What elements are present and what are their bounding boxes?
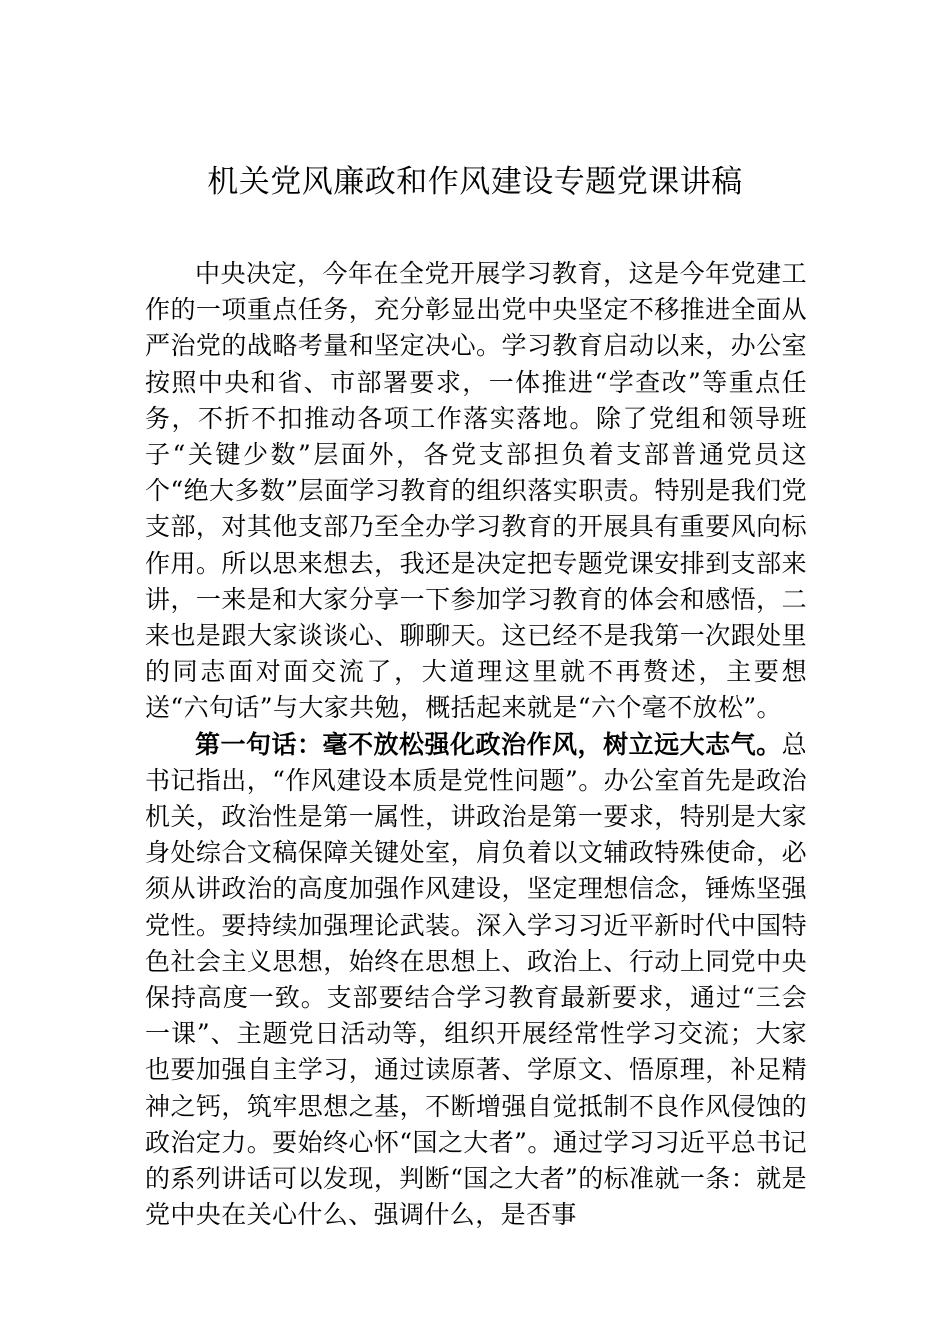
paragraph-first-point-heading: 第一句话：毫不放松强化政治作风，树立远大志气。 — [195, 729, 782, 759]
paragraph-intro — [145, 256, 807, 727]
document-title: 机关党风廉政和作风建设专题党课讲稿 — [207, 164, 743, 200]
paragraph-first-point-text: 总书记指出，“作风建设本质是党性问题”。办公室首先是政治机关，政治性是第一属性，讲政治是第一要求，特别是大家身处综合文稿保障关键处室，肩负着以文辅政特殊使命，必须从讲政治的高度加强作风建设，坚定理想信念，锤炼坚强党性。要持续加强理论武装。深入学习习近平新时代中国特色社会主义思想，始终在思想上、政治上、行动上同党中央保持高度一致。支部要结合学习教育最新要求，通过“三会一课”、主题党日活动等，组织开展经常性学习交流；大家也要加强自主学习，通过读原著、学原文、悟原理，补足精神之钙，筑牢思想之基，不断增强自觉抵制不良作风侵蚀的政治定力。要始终心怀“国之大者”。通过学习习近平总书记的系列讲话可以发现，判断“国之大者”的标准就一条：就是党中央在关心什么、强调什么，是否事 — [145, 729, 807, 1230]
paragraph-intro-text: 中央决定，今年在全党开展学习教育，这是今年党建工作的一项重点任务，充分彰显出党中央坚定不移推进全面从严治党的战略考量和坚定决心。学习教育启动以来，办公室按照中央和省、市部署要求，一体推进“学查改”等重点任务，不折不扣推动各项工作落实落地。除了党组和领导班子“关键少数”层面外，各党支部担负着支部普通党员这个“绝大多数”层面学习教育的组织落实职责。特别是我们党支部，对其他支部乃至全办学习教育的开展具有重要风向标作用。所以思来想去，我还是决定把专题党课安排到支部来讲，一来是和大家分享一下参加学习教育的体会和感悟，二来也是跟大家谈谈心、聊聊天。这已经不是我第一次跟处里的同志面对面交流了，大道理这里就不再赘述，主要想送“六句话”与大家共勉，概括起来就是“六个毫不放松”。 — [145, 259, 807, 723]
document-body — [145, 256, 807, 1233]
paragraph-first-point — [145, 727, 807, 1234]
